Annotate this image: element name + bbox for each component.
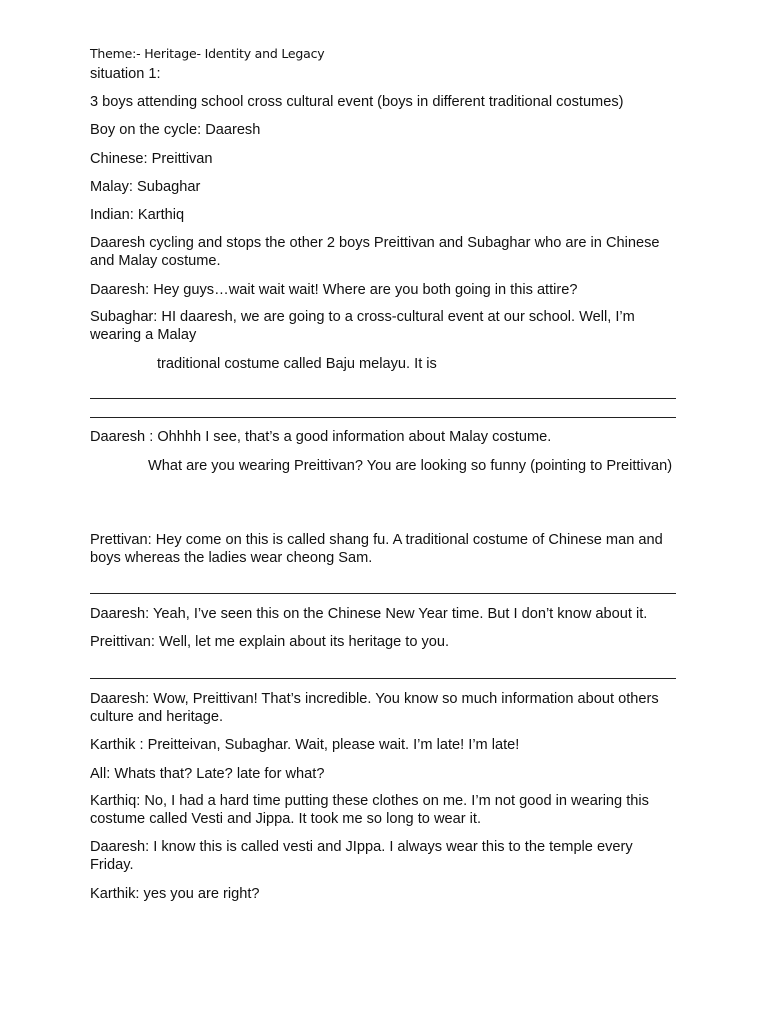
character-subaghar: Malay: Subaghar [90, 179, 201, 195]
dialogue-continuation: What are you wearing Preittivan? You are looking so funny (pointing to Preittivan) [148, 458, 673, 474]
dialogue-line: Karthik: yes you are right? [90, 886, 260, 902]
theme-heading: Theme:- Heritage- Identity and Legacy [90, 46, 325, 61]
situation-heading: situation 1: [90, 66, 161, 82]
dialogue-line: Subaghar: HI daaresh, we are going to a cross-cultural event at our school. Well, I’m wearing a Malay [90, 309, 635, 343]
answer-line [90, 417, 676, 418]
character-karthiq: Indian: Karthiq [90, 207, 185, 223]
dialogue-continuation: traditional costume called Baju melayu. It is [157, 356, 437, 372]
character-preittivan: Chinese: Preittivan [90, 151, 213, 167]
dialogue-line: Karthiq: No, I had a hard time putting these clothes on me. I’m not good in wearing this costume called Vesti and Jippa. It took me so long to wear it. [90, 793, 649, 827]
dialogue-line: Karthik : Preitteivan, Subaghar. Wait, please wait. I’m late! I’m late! [90, 737, 520, 753]
dialogue-line: Daaresh : Ohhhh I see, that’s a good information about Malay costume. [90, 429, 552, 445]
dialogue-line: Daaresh: Hey guys…wait wait wait! Where are you both going in this attire? [90, 282, 578, 298]
dialogue-line: Daaresh: Yeah, I’ve seen this on the Chinese New Year time. But I don’t know about it. [90, 606, 648, 622]
dialogue-line: All: Whats that? Late? late for what? [90, 766, 325, 782]
answer-line [90, 593, 676, 594]
dialogue-line: Preittivan: Well, let me explain about its heritage to you. [90, 634, 450, 650]
dialogue-line: Daaresh: I know this is called vesti and JIppa. I always wear this to the temple every Friday. [90, 839, 633, 873]
answer-line [90, 678, 676, 679]
scene-description: 3 boys attending school cross cultural event (boys in different traditional costumes) [90, 94, 624, 110]
character-daaresh: Boy on the cycle: Daaresh [90, 122, 261, 138]
stage-direction: Daaresh cycling and stops the other 2 boys Preittivan and Subaghar who are in Chinese and Malay costume. [90, 235, 660, 269]
dialogue-line: Daaresh: Wow, Preittivan! That’s incredible. You know so much information about others culture and heritage. [90, 691, 659, 725]
dialogue-line: Prettivan: Hey come on this is called shang fu. A traditional costume of Chinese man and boys whereas the ladies wear cheong Sam. [90, 532, 663, 566]
answer-line [90, 398, 676, 399]
